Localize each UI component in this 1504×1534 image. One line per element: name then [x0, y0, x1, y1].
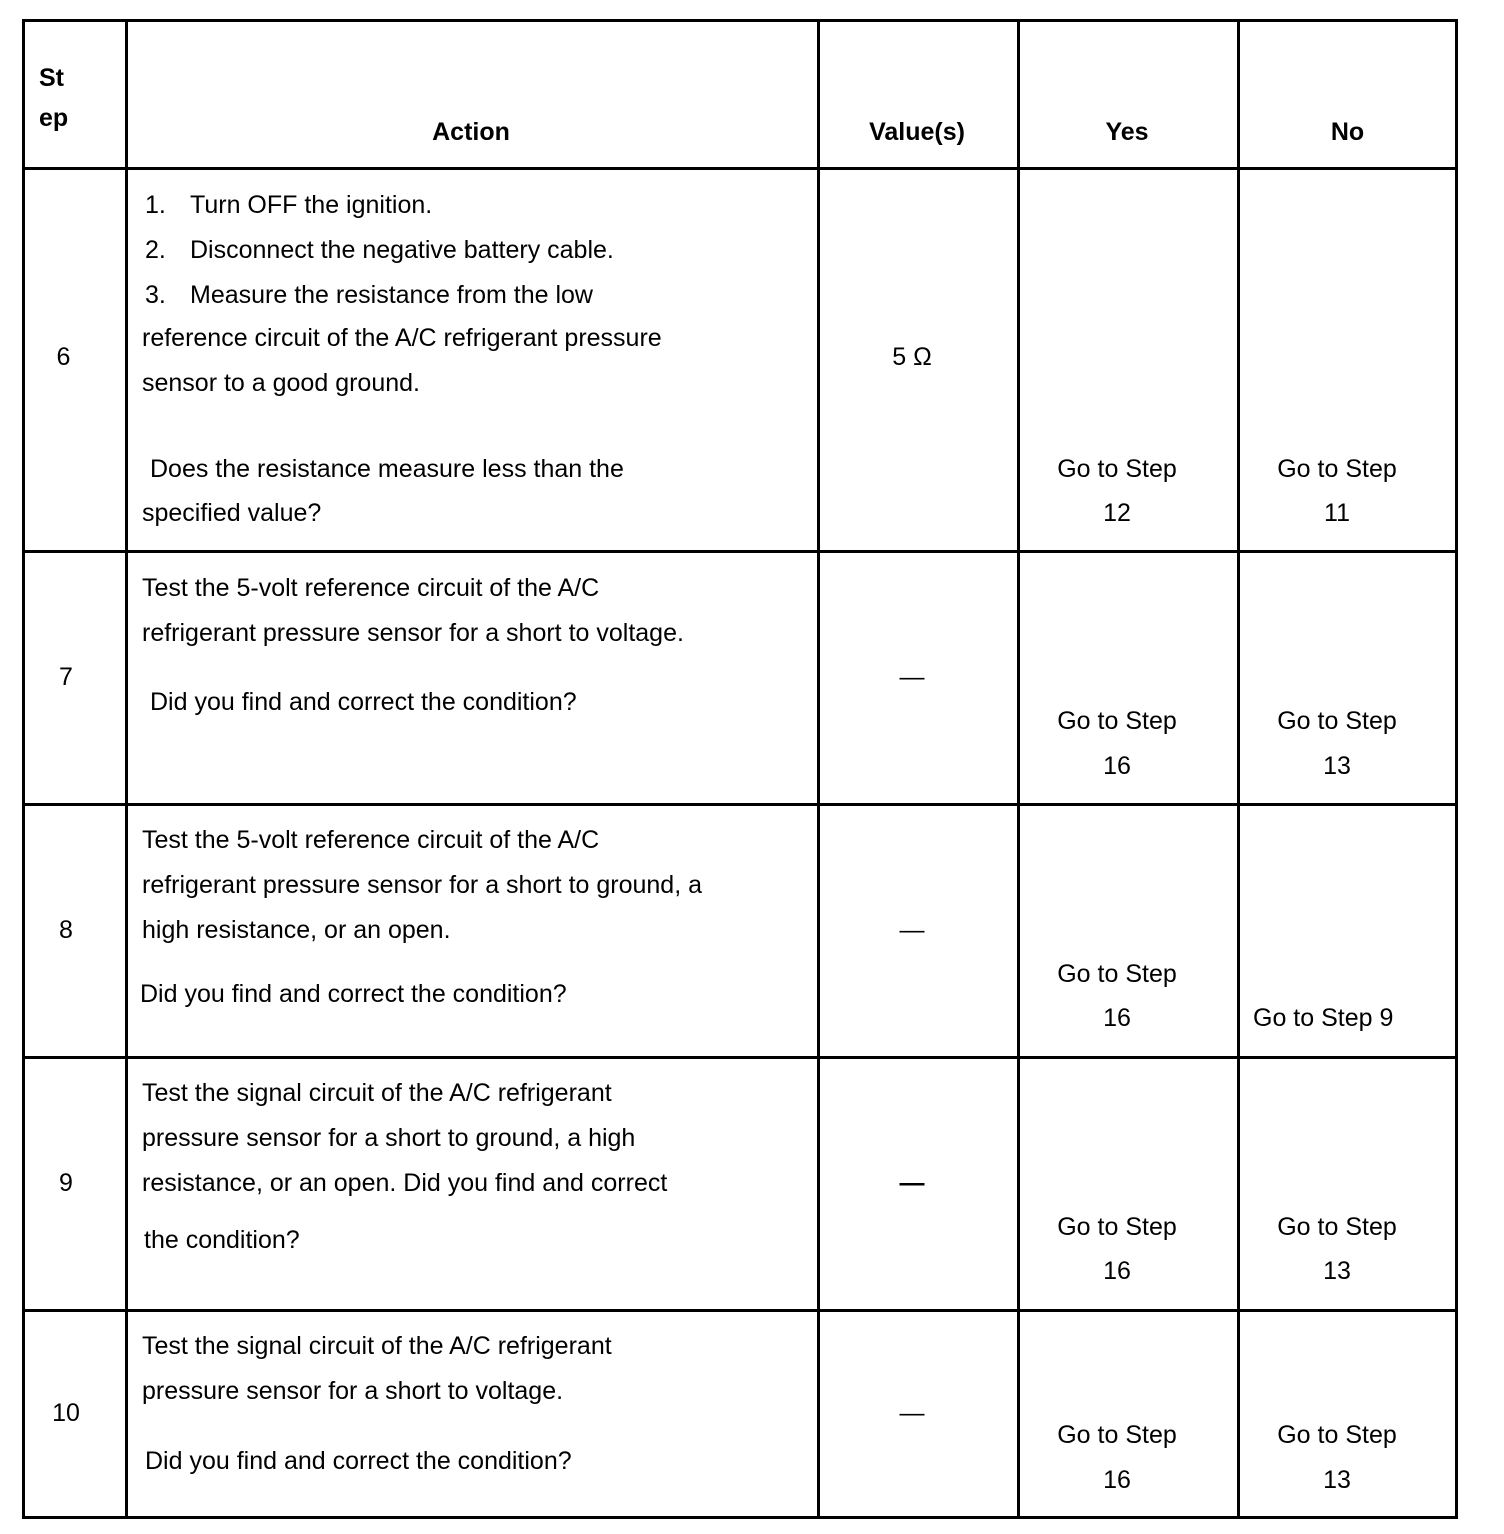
list-item: 3. Measure the resistance from the low [145, 281, 593, 309]
row-divider [25, 550, 1455, 553]
action-question: Did you find and correct the condition? [140, 980, 567, 1008]
no-cell-line1: Go to Step [1277, 707, 1397, 735]
row-divider [25, 1056, 1455, 1059]
step-number: 6 [56, 343, 71, 371]
value-cell: 5 Ω [892, 343, 932, 371]
header-action: Action [432, 118, 510, 146]
value-cell: — [899, 916, 925, 944]
row-divider [25, 1309, 1455, 1312]
no-cell: Go to Step 9 [1253, 1004, 1394, 1032]
action-text-line: Test the signal circuit of the A/C refrigerant [142, 1332, 612, 1360]
action-text-line: Test the 5-volt reference circuit of the A/C [142, 574, 600, 602]
step-number: 7 [59, 663, 73, 691]
header-yes: Yes [1105, 118, 1149, 146]
action-steps-list [145, 183, 614, 318]
yes-cell-line2: 16 [1103, 1004, 1131, 1032]
value-cell: — [899, 663, 925, 691]
row-divider [25, 803, 1455, 806]
action-question-line: Does the resistance measure less than the [150, 455, 624, 483]
no-cell-line1: Go to Step [1277, 1421, 1397, 1449]
action-text-line: Test the 5-volt reference circuit of the A/C [142, 826, 600, 854]
action-question: Did you find and correct the condition? [150, 688, 577, 716]
action-question: Did you find and correct the condition? [145, 1447, 572, 1475]
column-divider [817, 22, 820, 1516]
list-item: 2. Disconnect the negative battery cable. [145, 236, 614, 264]
yes-cell-line1: Go to Step [1057, 1213, 1177, 1241]
no-cell-line1: Go to Step [1277, 455, 1397, 483]
list-item: 1. Turn OFF the ignition. [145, 191, 433, 219]
yes-cell-line1: Go to Step [1057, 455, 1177, 483]
no-cell-line2: 11 [1324, 499, 1350, 527]
no-cell-line2: 13 [1323, 1466, 1351, 1494]
yes-cell-line1: Go to Step [1057, 960, 1177, 988]
header-step [39, 58, 68, 138]
header-values: Value(s) [869, 118, 965, 146]
header-step-line1: St [39, 64, 64, 92]
no-cell-line2: 13 [1323, 1257, 1351, 1285]
step-number: 10 [52, 1399, 80, 1427]
no-cell-line1: Go to Step [1277, 1213, 1397, 1241]
yes-cell-line2: 12 [1103, 499, 1131, 527]
step-number: 8 [59, 916, 73, 944]
action-text-line: resistance, or an open. Did you find and correct [142, 1169, 668, 1197]
action-question-line: specified value? [142, 499, 322, 527]
header-step-line2: ep [39, 104, 69, 132]
value-cell: — [899, 1169, 925, 1197]
action-text-line: sensor to a good ground. [142, 369, 420, 397]
no-cell-line2: 13 [1323, 752, 1351, 780]
action-text-line: refrigerant pressure sensor for a short to ground, a [142, 871, 703, 899]
action-text-line: pressure sensor for a short to ground, a high [142, 1124, 636, 1152]
action-text-line: pressure sensor for a short to voltage. [142, 1377, 564, 1405]
action-text-line: the condition? [144, 1226, 300, 1254]
header-no: No [1330, 118, 1365, 146]
action-text-line: reference circuit of the A/C refrigerant pressure [142, 324, 662, 352]
yes-cell-line2: 16 [1103, 1466, 1131, 1494]
yes-cell-line1: Go to Step [1057, 1421, 1177, 1449]
column-divider [125, 22, 128, 1516]
yes-cell-line2: 16 [1103, 1257, 1131, 1285]
yes-cell-line1: Go to Step [1057, 707, 1177, 735]
yes-cell-line2: 16 [1103, 752, 1131, 780]
row-divider [25, 167, 1455, 170]
value-cell: — [899, 1399, 925, 1427]
action-text-line: high resistance, or an open. [142, 916, 451, 944]
action-text-line: refrigerant pressure sensor for a short to voltage. [142, 619, 684, 647]
action-text-line: Test the signal circuit of the A/C refrigerant [142, 1079, 612, 1107]
step-number: 9 [59, 1169, 73, 1197]
